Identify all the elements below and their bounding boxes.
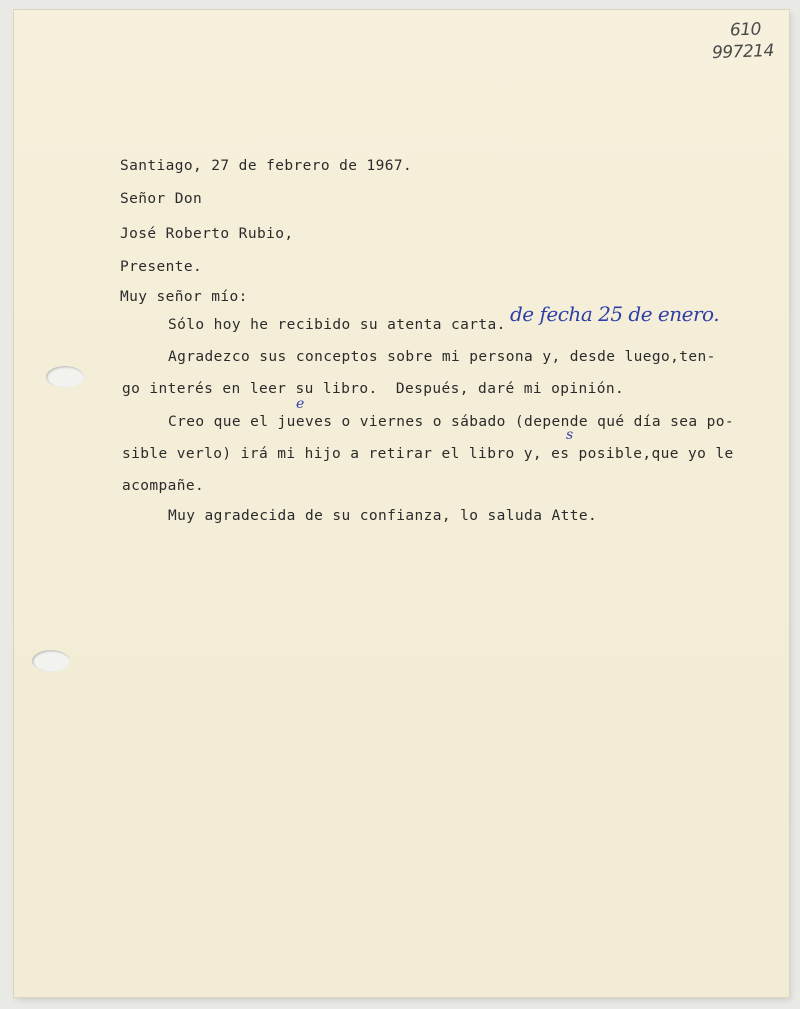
- handwritten-correction-s: s: [566, 427, 573, 443]
- archive-number-top: 610: [729, 19, 762, 41]
- paragraph-3-line-2: sible verlo) irá mi hijo a retirar el libro y, es posible,que yo le: [122, 446, 734, 462]
- punch-hole-bottom: [32, 650, 70, 672]
- punch-hole-top: [46, 366, 84, 388]
- paragraph-2-line-1: Agradezco sus conceptos sobre mi persona y, desde luego,ten-: [168, 349, 716, 365]
- salutation-line-3: Presente.: [120, 259, 203, 275]
- salutation-line-1: Señor Don: [120, 191, 203, 207]
- handwritten-correction-e: e: [296, 396, 304, 412]
- handwritten-annotation-date: de fecha 25 de enero.: [510, 302, 720, 326]
- paragraph-2-line-2: go interés en leer su libro. Después, daré mi opinión.: [122, 381, 625, 397]
- paragraph-1: Sólo hoy he recibido su atenta carta.: [168, 317, 506, 333]
- paragraph-3-line-1: Creo que el jueves o viernes o sábado (depende qué día sea po-: [168, 414, 735, 430]
- letter-date: Santiago, 27 de febrero de 1967.: [120, 158, 413, 174]
- paragraph-3-line-3: acompañe.: [122, 478, 205, 494]
- archive-number-bottom: 997214: [711, 40, 775, 64]
- salutation-line-2: José Roberto Rubio,: [120, 226, 294, 242]
- letter-greeting: Muy señor mío:: [120, 289, 248, 305]
- closing-line: Muy agradecida de su confianza, lo saluda Atte.: [168, 508, 598, 524]
